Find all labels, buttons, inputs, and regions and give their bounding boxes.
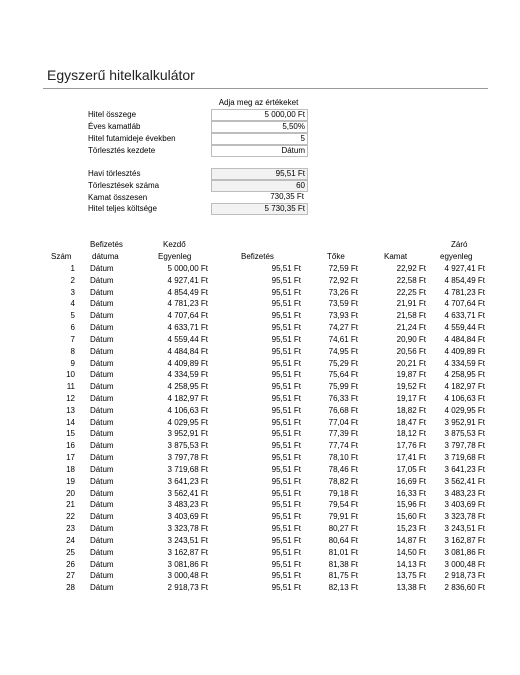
principal-amount-cell: 80,27 Ft: [328, 524, 358, 534]
principal-amount-cell: 78,82 Ft: [328, 476, 358, 486]
ending-balance-cell: 3 483,23 Ft: [444, 488, 485, 498]
header-date-line1: Befizetés: [90, 240, 123, 249]
beginning-balance-cell: 4 707,64 Ft: [167, 311, 208, 321]
principal-amount-cell: 75,29 Ft: [328, 358, 358, 368]
ending-balance-cell: 3 719,68 Ft: [444, 453, 485, 463]
table-row: [0, 298, 520, 310]
interest-amount-cell: 18,47 Ft: [396, 417, 426, 427]
beginning-balance-cell: 5 000,00 Ft: [167, 264, 208, 273]
table-row: [0, 511, 520, 523]
principal-amount-cell: 72,92 Ft: [328, 275, 358, 285]
interest-amount-cell: 22,25 Ft: [396, 287, 426, 297]
ending-balance-cell: 3 875,53 Ft: [444, 429, 485, 439]
payment-amount-cell: 95,51 Ft: [271, 547, 301, 557]
ending-balance-cell: 3 323,78 Ft: [444, 512, 485, 522]
payment-amount-cell: 95,51 Ft: [271, 287, 301, 297]
payment-date-cell: Dátum: [90, 346, 114, 356]
beginning-balance-cell: 3 323,78 Ft: [167, 524, 208, 534]
ending-balance-cell: 4 029,95 Ft: [444, 405, 485, 415]
interest-amount-cell: 13,38 Ft: [396, 583, 426, 593]
payment-number-cell: 4: [70, 299, 75, 309]
beginning-balance-cell: 3 000,48 Ft: [167, 571, 208, 581]
total-interest-value: 730,35 Ft: [270, 192, 304, 201]
beginning-balance-cell: 4 029,95 Ft: [167, 417, 208, 427]
payment-date-cell: Dátum: [90, 429, 114, 439]
ending-balance-cell: 2 836,60 Ft: [444, 583, 485, 593]
payment-date-cell: Dátum: [90, 334, 114, 344]
payment-amount-cell: 95,51 Ft: [271, 453, 301, 463]
payment-amount-cell: 95,51 Ft: [271, 299, 301, 309]
payment-date-cell: Dátum: [90, 264, 114, 273]
table-row: [0, 476, 520, 488]
loan-amount-input[interactable]: 5 000,00 Ft: [211, 109, 308, 121]
payment-amount-cell: 95,51 Ft: [271, 370, 301, 380]
table-row: [0, 440, 520, 452]
interest-amount-cell: 17,05 Ft: [396, 464, 426, 474]
beginning-balance-cell: 4 854,49 Ft: [167, 287, 208, 297]
interest-amount-cell: 16,33 Ft: [396, 488, 426, 498]
payment-number-cell: 11: [66, 382, 75, 392]
beginning-balance-cell: 3 483,23 Ft: [167, 500, 208, 510]
payment-number-cell: 6: [70, 323, 75, 333]
payment-date-cell: Dátum: [90, 476, 114, 486]
payment-amount-cell: 95,51 Ft: [271, 441, 301, 451]
principal-amount-cell: 77,04 Ft: [328, 417, 358, 427]
ending-balance-cell: 4 409,89 Ft: [444, 346, 485, 356]
payment-amount-cell: 95,51 Ft: [271, 334, 301, 344]
payment-number-cell: 18: [66, 464, 75, 474]
payment-date-cell: Dátum: [90, 323, 114, 333]
payment-number-cell: 20: [66, 488, 75, 498]
payment-date-cell: Dátum: [90, 405, 114, 415]
start-date-label: Törlesztés kezdete: [88, 146, 156, 155]
principal-amount-cell: 78,46 Ft: [328, 464, 358, 474]
payment-number-cell: 24: [66, 535, 75, 545]
beginning-balance-cell: 3 719,68 Ft: [167, 464, 208, 474]
interest-amount-cell: 17,41 Ft: [396, 453, 426, 463]
beginning-balance-cell: 4 927,41 Ft: [167, 275, 208, 285]
payment-number-cell: 27: [66, 571, 75, 581]
principal-amount-cell: 74,27 Ft: [328, 323, 358, 333]
payment-date-cell: Dátum: [90, 382, 114, 392]
payment-date-cell: Dátum: [90, 358, 114, 368]
table-row: [0, 393, 520, 405]
principal-amount-cell: 80,64 Ft: [328, 535, 358, 545]
payment-amount-cell: 95,51 Ft: [271, 346, 301, 356]
header-beg-line2: Egyenleg: [158, 252, 192, 261]
interest-amount-cell: 20,90 Ft: [396, 334, 426, 344]
loan-amount-label: Hitel összege: [88, 110, 137, 119]
payment-amount-cell: 95,51 Ft: [271, 488, 301, 498]
table-row: [0, 428, 520, 440]
table-row: [0, 523, 520, 535]
start-date-input[interactable]: Dátum: [211, 145, 308, 157]
ending-balance-cell: 3 403,69 Ft: [444, 500, 485, 510]
ending-balance-cell: 2 918,73 Ft: [444, 571, 485, 581]
interest-amount-cell: 15,96 Ft: [396, 500, 426, 510]
header-beg-line1: Kezdő: [163, 240, 186, 249]
payment-number-cell: 10: [66, 370, 75, 380]
payment-number-cell: 15: [66, 429, 75, 439]
interest-amount-cell: 13,75 Ft: [396, 571, 426, 581]
payment-amount-cell: 95,51 Ft: [271, 512, 301, 522]
interest-amount-cell: 22,58 Ft: [396, 275, 426, 285]
principal-amount-cell: 74,61 Ft: [328, 334, 358, 344]
payment-amount-cell: 95,51 Ft: [271, 535, 301, 545]
principal-amount-cell: 75,99 Ft: [328, 382, 358, 392]
payment-date-cell: Dátum: [90, 535, 114, 545]
beginning-balance-cell: 3 081,86 Ft: [167, 559, 208, 569]
header-interest: Kamat: [384, 252, 408, 261]
principal-amount-cell: 73,59 Ft: [328, 299, 358, 309]
header-payment: Befizetés: [241, 252, 274, 261]
page-title: Egyszerű hitelkalkulátor: [47, 67, 195, 83]
payment-amount-cell: 95,51 Ft: [271, 264, 301, 273]
principal-amount-cell: 77,39 Ft: [328, 429, 358, 439]
interest-amount-cell: 15,60 Ft: [396, 512, 426, 522]
payment-date-cell: Dátum: [90, 394, 114, 404]
table-row: [0, 452, 520, 464]
ending-balance-cell: 4 484,84 Ft: [444, 334, 485, 344]
payment-date-cell: Dátum: [90, 488, 114, 498]
table-row: [0, 570, 520, 582]
payment-number-cell: 28: [66, 583, 75, 593]
interest-amount-cell: 22,92 Ft: [396, 264, 426, 273]
payment-amount-cell: 95,51 Ft: [271, 500, 301, 510]
payment-amount-cell: 95,51 Ft: [271, 464, 301, 474]
beginning-balance-cell: 3 162,87 Ft: [167, 547, 208, 557]
principal-amount-cell: 74,95 Ft: [328, 346, 358, 356]
loan-term-label: Hitel futamideje években: [88, 134, 176, 143]
ending-balance-cell: 4 633,71 Ft: [444, 311, 485, 321]
ending-balance-cell: 4 258,95 Ft: [444, 370, 485, 380]
principal-amount-cell: 73,26 Ft: [328, 287, 358, 297]
payment-date-cell: Dátum: [90, 441, 114, 451]
header-num: Szám: [51, 252, 72, 261]
payment-number-cell: 19: [66, 476, 75, 486]
header-date-line2: dátuma: [92, 252, 119, 261]
ending-balance-cell: 3 952,91 Ft: [444, 417, 485, 427]
payment-date-cell: Dátum: [90, 571, 114, 581]
interest-amount-cell: 20,56 Ft: [396, 346, 426, 356]
total-cost-label: Hitel teljes költsége: [88, 204, 157, 213]
payment-amount-cell: 95,51 Ft: [271, 559, 301, 569]
payment-number-cell: 26: [66, 559, 75, 569]
beginning-balance-cell: 3 641,23 Ft: [167, 476, 208, 486]
payment-number-cell: 21: [66, 500, 75, 510]
principal-amount-cell: 79,91 Ft: [328, 512, 358, 522]
payment-date-cell: Dátum: [90, 417, 114, 427]
interest-amount-cell: 19,87 Ft: [396, 370, 426, 380]
beginning-balance-cell: 3 875,53 Ft: [167, 441, 208, 451]
principal-amount-cell: 79,54 Ft: [328, 500, 358, 510]
table-row: [0, 263, 520, 275]
table-row: [0, 417, 520, 429]
ending-balance-cell: 3 081,86 Ft: [444, 547, 485, 557]
interest-amount-cell: 21,24 Ft: [396, 323, 426, 333]
payment-amount-cell: 95,51 Ft: [271, 311, 301, 321]
payment-date-cell: Dátum: [90, 299, 114, 309]
beginning-balance-cell: 4 182,97 Ft: [167, 394, 208, 404]
beginning-balance-cell: 2 918,73 Ft: [167, 583, 208, 593]
beginning-balance-cell: 4 106,63 Ft: [167, 405, 208, 415]
beginning-balance-cell: 4 633,71 Ft: [167, 323, 208, 333]
ending-balance-cell: 4 854,49 Ft: [444, 275, 485, 285]
payment-amount-cell: 95,51 Ft: [271, 358, 301, 368]
beginning-balance-cell: 3 797,78 Ft: [167, 453, 208, 463]
beginning-balance-cell: 3 952,91 Ft: [167, 429, 208, 439]
payment-amount-cell: 95,51 Ft: [271, 583, 301, 593]
table-row: [0, 547, 520, 559]
payment-number-cell: 3: [70, 287, 75, 297]
table-row: [0, 464, 520, 476]
interest-amount-cell: 21,91 Ft: [396, 299, 426, 309]
ending-balance-cell: 3 162,87 Ft: [444, 535, 485, 545]
table-row: [0, 559, 520, 571]
table-row: [0, 405, 520, 417]
table-row: [0, 346, 520, 358]
principal-amount-cell: 78,10 Ft: [328, 453, 358, 463]
table-row: [0, 499, 520, 511]
payment-amount-cell: 95,51 Ft: [271, 524, 301, 534]
inputs-header: Adja meg az értékeket: [218, 98, 299, 107]
interest-amount-cell: 17,76 Ft: [396, 441, 426, 451]
total-cost-value: 5 730,35 Ft: [211, 203, 308, 215]
payment-amount-cell: 95,51 Ft: [271, 382, 301, 392]
table-row: [0, 358, 520, 370]
payment-date-cell: Dátum: [90, 275, 114, 285]
table-row: [0, 535, 520, 547]
principal-amount-cell: 76,68 Ft: [328, 405, 358, 415]
payment-date-cell: Dátum: [90, 512, 114, 522]
interest-amount-cell: 19,52 Ft: [396, 382, 426, 392]
principal-amount-cell: 81,75 Ft: [328, 571, 358, 581]
title-divider: [43, 88, 488, 89]
principal-amount-cell: 79,18 Ft: [328, 488, 358, 498]
interest-amount-cell: 18,12 Ft: [396, 429, 426, 439]
payment-number-cell: 25: [66, 547, 75, 557]
table-row: [0, 310, 520, 322]
interest-amount-cell: 14,50 Ft: [396, 547, 426, 557]
interest-amount-cell: 21,58 Ft: [396, 311, 426, 321]
annual-rate-label: Éves kamatláb: [88, 122, 141, 131]
principal-amount-cell: 72,59 Ft: [328, 264, 358, 273]
table-row: [0, 381, 520, 393]
interest-amount-cell: 20,21 Ft: [396, 358, 426, 368]
payment-date-cell: Dátum: [90, 559, 114, 569]
payment-amount-cell: 95,51 Ft: [271, 405, 301, 415]
table-row: [0, 275, 520, 287]
beginning-balance-cell: 3 403,69 Ft: [167, 512, 208, 522]
ending-balance-cell: 4 781,23 Ft: [444, 287, 485, 297]
principal-amount-cell: 73,93 Ft: [328, 311, 358, 321]
beginning-balance-cell: 3 562,41 Ft: [167, 488, 208, 498]
principal-amount-cell: 81,01 Ft: [328, 547, 358, 557]
beginning-balance-cell: 3 243,51 Ft: [167, 535, 208, 545]
principal-amount-cell: 77,74 Ft: [328, 441, 358, 451]
payment-number-cell: 13: [66, 405, 75, 415]
monthly-payment-label: Havi törlesztés: [88, 169, 141, 178]
interest-amount-cell: 19,17 Ft: [396, 394, 426, 404]
payment-number-cell: 16: [66, 441, 75, 451]
payment-number-cell: 23: [66, 524, 75, 534]
table-row: [0, 369, 520, 381]
header-end-line2: egyenleg: [440, 252, 473, 261]
payment-amount-cell: 95,51 Ft: [271, 323, 301, 333]
payment-number-cell: 7: [70, 334, 75, 344]
payment-number-cell: 22: [66, 512, 75, 522]
beginning-balance-cell: 4 258,95 Ft: [167, 382, 208, 392]
beginning-balance-cell: 4 334,59 Ft: [167, 370, 208, 380]
payment-number-cell: 12: [66, 394, 75, 404]
monthly-payment-value: 95,51 Ft: [211, 168, 308, 180]
ending-balance-cell: 3 797,78 Ft: [444, 441, 485, 451]
payment-amount-cell: 95,51 Ft: [271, 275, 301, 285]
total-interest-label: Kamat összesen: [88, 193, 148, 202]
table-row: [0, 322, 520, 334]
ending-balance-cell: 4 927,41 Ft: [444, 264, 485, 273]
payment-count-label: Törlesztések száma: [88, 181, 160, 190]
interest-amount-cell: 18,82 Ft: [396, 405, 426, 415]
header-principal: Tőke: [327, 252, 345, 261]
ending-balance-cell: 4 707,64 Ft: [444, 299, 485, 309]
beginning-balance-cell: 4 409,89 Ft: [167, 358, 208, 368]
payment-date-cell: Dátum: [90, 464, 114, 474]
payment-count-value: 60: [211, 180, 308, 192]
principal-amount-cell: 75,64 Ft: [328, 370, 358, 380]
interest-amount-cell: 15,23 Ft: [396, 524, 426, 534]
payment-number-cell: 5: [70, 311, 75, 321]
principal-amount-cell: 81,38 Ft: [328, 559, 358, 569]
interest-amount-cell: 16,69 Ft: [396, 476, 426, 486]
principal-amount-cell: 82,13 Ft: [328, 583, 358, 593]
payment-date-cell: Dátum: [90, 370, 114, 380]
beginning-balance-cell: 4 484,84 Ft: [167, 346, 208, 356]
payment-date-cell: Dátum: [90, 287, 114, 297]
payment-date-cell: Dátum: [90, 500, 114, 510]
payment-date-cell: Dátum: [90, 311, 114, 321]
payment-date-cell: Dátum: [90, 583, 114, 593]
payment-date-cell: Dátum: [90, 524, 114, 534]
payment-number-cell: 1: [70, 264, 75, 273]
payment-number-cell: 14: [66, 417, 75, 427]
payment-number-cell: 2: [70, 275, 75, 285]
table-row: [0, 582, 520, 594]
annual-rate-input[interactable]: 5,50%: [211, 121, 308, 133]
ending-balance-cell: 4 334,59 Ft: [444, 358, 485, 368]
payment-amount-cell: 95,51 Ft: [271, 394, 301, 404]
table-row: [0, 287, 520, 299]
ending-balance-cell: 3 641,23 Ft: [444, 464, 485, 474]
interest-amount-cell: 14,13 Ft: [396, 559, 426, 569]
payment-date-cell: Dátum: [90, 547, 114, 557]
payment-number-cell: 9: [70, 358, 75, 368]
ending-balance-cell: 4 106,63 Ft: [444, 394, 485, 404]
ending-balance-cell: 3 243,51 Ft: [444, 524, 485, 534]
interest-amount-cell: 14,87 Ft: [396, 535, 426, 545]
ending-balance-cell: 3 562,41 Ft: [444, 476, 485, 486]
payment-number-cell: 8: [70, 346, 75, 356]
header-end-line1: Záró: [451, 240, 468, 249]
payment-amount-cell: 95,51 Ft: [271, 429, 301, 439]
payment-date-cell: Dátum: [90, 453, 114, 463]
ending-balance-cell: 3 000,48 Ft: [444, 559, 485, 569]
beginning-balance-cell: 4 781,23 Ft: [167, 299, 208, 309]
loan-term-input[interactable]: 5: [211, 133, 308, 145]
principal-amount-cell: 76,33 Ft: [328, 394, 358, 404]
ending-balance-cell: 4 182,97 Ft: [444, 382, 485, 392]
table-row: [0, 488, 520, 500]
payment-number-cell: 17: [66, 453, 75, 463]
beginning-balance-cell: 4 559,44 Ft: [167, 334, 208, 344]
table-row: [0, 334, 520, 346]
ending-balance-cell: 4 559,44 Ft: [444, 323, 485, 333]
payment-amount-cell: 95,51 Ft: [271, 476, 301, 486]
payment-amount-cell: 95,51 Ft: [271, 417, 301, 427]
payment-amount-cell: 95,51 Ft: [271, 571, 301, 581]
